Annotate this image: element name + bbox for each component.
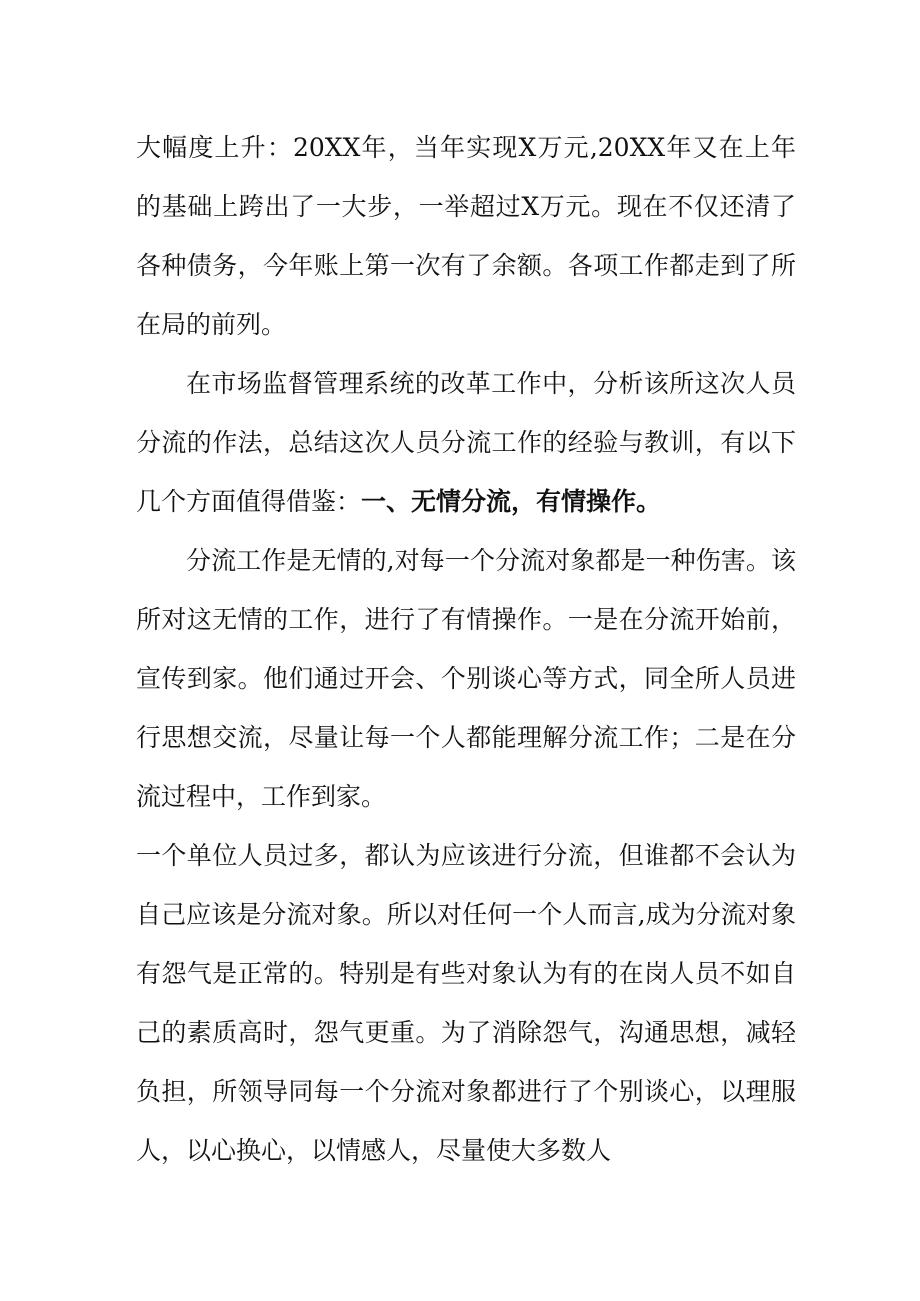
paragraph-text: 在市场监督管理系统的改革工作中，分析该所这次人员分流的作法，总结这次人员分流工作的经验与教训，有以下几个方面值得借鉴： bbox=[136, 369, 796, 516]
paragraph-diversion-work bbox=[136, 531, 796, 826]
paragraph-text: 大幅度上升：20XX年，当年实现X万元,20XX年又在上年的基础上跨出了一大步，一举超过X万元。现在不仅还清了各种债务，今年账上第一次有了余额。各项工作都走到了所在局的前列。 bbox=[136, 133, 796, 339]
paragraph-reform-summary bbox=[136, 354, 796, 531]
paragraph-resentment bbox=[136, 826, 796, 1180]
paragraph-text: 分流工作是无情的,对每一个分流对象都是一种伤害。该所对这无情的工作，进行了有情操作。一是在分流开始前，宣传到家。他们通过开会、个别谈心等方式，同全所人员进行思想交流，尽量让每一个人都能理解分流工作；二是在分流过程中，工作到家。 bbox=[136, 546, 796, 811]
paragraph-text: 一个单位人员过多，都认为应该进行分流，但谁都不会认为自己应该是分流对象。所以对任何一个人而言,成为分流对象有怨气是正常的。特别是有些对象认为有的在岗人员不如自己的素质高时，怨气更重。为了消除怨气，沟通思想，减轻负担，所领导同每一个分流对象都进行了个别谈心，以理服人，以心换心，以情感人，尽量使大多数人 bbox=[136, 841, 796, 1165]
section-heading: 一、无情分流，有情操作。 bbox=[361, 487, 662, 516]
paragraph-revenue-growth bbox=[136, 118, 796, 354]
document-page bbox=[136, 118, 796, 1180]
